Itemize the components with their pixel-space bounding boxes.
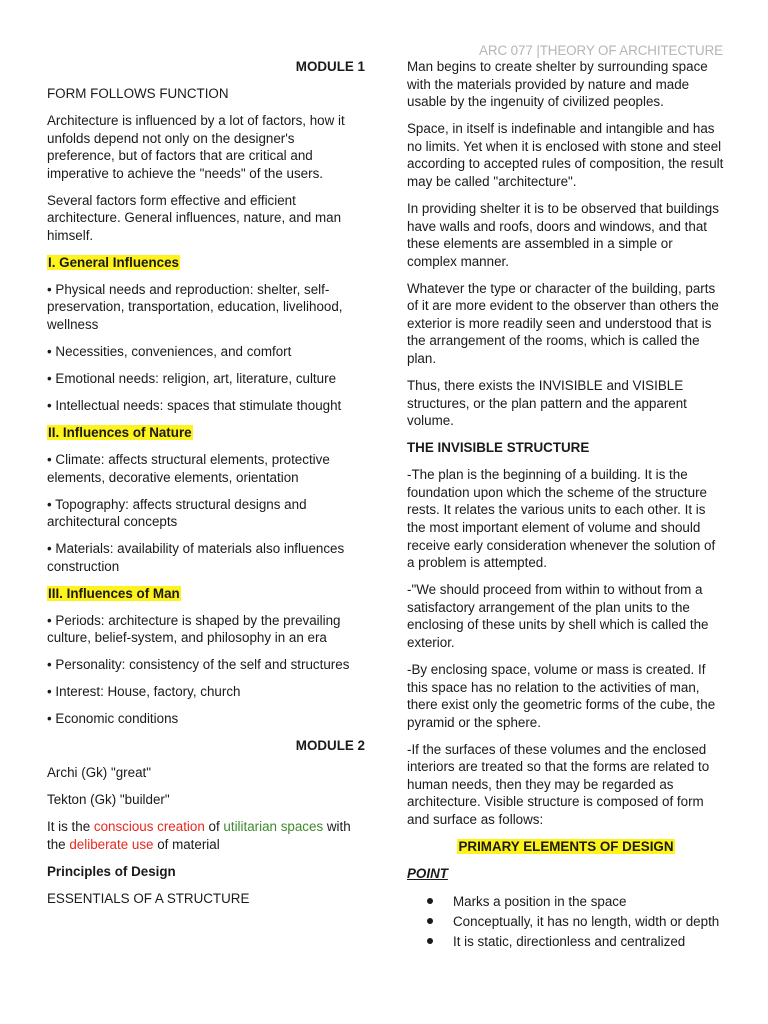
factors-paragraph: Several factors form effective and efficient architecture. General influences, nature, and man himself. xyxy=(47,192,342,243)
def-text-2: of xyxy=(204,819,224,835)
point-heading: POINT xyxy=(407,866,448,882)
point-bullet-text: Conceptually, it has no length, width or depth xyxy=(453,913,720,929)
point-bullet-text: Marks a position in the space xyxy=(453,893,627,909)
list-item xyxy=(427,913,725,931)
invisible-structure-heading: THE INVISIBLE STRUCTURE xyxy=(407,440,590,456)
proceed-paragraph: -"We should proceed from within to without from a satisfactory arrangement of the plan units to the enclosing of these units by shell which is called the exterior. xyxy=(407,582,709,650)
bullet-icon xyxy=(427,918,433,924)
header-course-title: RC 077 |THEORY OF ARCHITECTURE xyxy=(487,43,723,58)
plan-paragraph: -The plan is the beginning of a building. It is the foundation upon which the scheme of the structure rests. It relates the various units to each other. It is the most important element of volume and should receive early consideration whenever the solution of a problem is attempted. xyxy=(407,467,716,571)
list-item xyxy=(427,893,725,911)
man-item-interest: • Interest: House, factory, church xyxy=(47,684,241,700)
architecture-definition xyxy=(47,818,365,853)
def-text-4: of material xyxy=(153,836,220,852)
def-text-1: It is the xyxy=(47,819,94,835)
right-column xyxy=(407,58,725,953)
def-utilitarian-spaces: utilitarian spaces xyxy=(223,819,324,835)
space-paragraph: Space, in itself is indefinable and intangible and has no limits. Yet when it is enclosed with stone and steel according to accepted rules of composition, the result may be called "architecture". xyxy=(407,121,724,189)
general-influences-heading: I. General Influences xyxy=(48,254,179,270)
def-conscious-creation: conscious creation xyxy=(93,819,205,835)
def-text-3: with the xyxy=(47,819,351,852)
left-column xyxy=(47,58,365,917)
providing-shelter-paragraph: In providing shelter it is to be observed that buildings have walls and roofs, doors and windows, and that these elements are assembled in a simple or complex manner. xyxy=(407,200,719,269)
bullet-icon xyxy=(427,938,433,944)
shelter-paragraph: Man begins to create shelter by surrounding space with the materials provided by nature and made usable by the ingenuity of civilized peoples. xyxy=(407,59,708,110)
man-item-periods: • Periods: architecture is shaped by the prevailing culture, belief-system, and philosophy in an era xyxy=(47,612,341,646)
point-bullet-text: It is static, directionless and centralized xyxy=(453,933,686,949)
man-item-economic: • Economic conditions xyxy=(47,711,179,727)
list-item xyxy=(427,933,725,951)
document-header xyxy=(479,42,723,60)
character-paragraph: Whatever the type or character of the building, parts of it are more evident to the observer than others the exterior is more readily seen and understood that is the arrangement of the rooms, which is called the plan. xyxy=(407,280,719,367)
general-item-necessities: • Necessities, conveniences, and comfort xyxy=(47,344,292,360)
invisible-visible-paragraph: Thus, there exists the INVISIBLE and VISIBLE structures, or the plan pattern and the apparent volume. xyxy=(407,378,687,429)
enclosing-paragraph: -By enclosing space, volume or mass is created. If this space has no relation to the activities of man, there exist only the geometric forms of the cube, the pyramid or the sphere. xyxy=(407,661,716,730)
point-bullet-list xyxy=(407,893,725,951)
general-item-intellectual: • Intellectual needs: spaces that stimulate thought xyxy=(47,398,342,414)
module-2-heading: MODULE 2 xyxy=(295,738,365,754)
nature-item-topography: • Topography: affects structural designs and architectural concepts xyxy=(47,496,307,530)
archi-definition: Archi (Gk) "great" xyxy=(47,765,152,781)
nature-item-climate: • Climate: affects structural elements, protective elements, decorative elements, orientation xyxy=(47,452,330,485)
principles-heading: Principles of Design xyxy=(47,863,176,879)
essentials-heading: ESSENTIALS OF A STRUCTURE xyxy=(47,890,250,906)
bullet-icon xyxy=(427,898,433,904)
form-follows-function: FORM FOLLOWS FUNCTION xyxy=(47,85,229,101)
primary-elements-heading: PRIMARY ELEMENTS OF DESIGN xyxy=(458,839,674,855)
intro-paragraph: Architecture is influenced by a lot of factors, how it unfolds depend not only on the designer's preference, but of factors that are critical and imperative to achieve the "needs" of the users. xyxy=(47,112,345,181)
nature-influences-heading: II. Influences of Nature xyxy=(48,425,192,441)
nature-item-materials: • Materials: availability of materials also influences construction xyxy=(47,541,345,574)
header-initial: A xyxy=(479,43,488,58)
man-influences-heading: III. Influences of Man xyxy=(48,585,180,601)
tekton-definition: Tekton (Gk) "builder" xyxy=(47,792,170,808)
general-item-physical: • Physical needs and reproduction: shelter, self-preservation, transportation, education, livelihood, wellness xyxy=(47,281,343,333)
module-1-heading: MODULE 1 xyxy=(295,59,365,74)
man-item-personality: • Personality: consistency of the self and structures xyxy=(47,657,350,673)
general-item-emotional: • Emotional needs: religion, art, literature, culture xyxy=(47,371,337,387)
def-deliberate-use: deliberate use xyxy=(69,836,154,852)
surfaces-paragraph: -If the surfaces of these volumes and the enclosed interiors are treated so that the forms are related to human needs, then they may be regarded as architecture. Visible structure is composed of form and surface as follows: xyxy=(407,741,710,828)
